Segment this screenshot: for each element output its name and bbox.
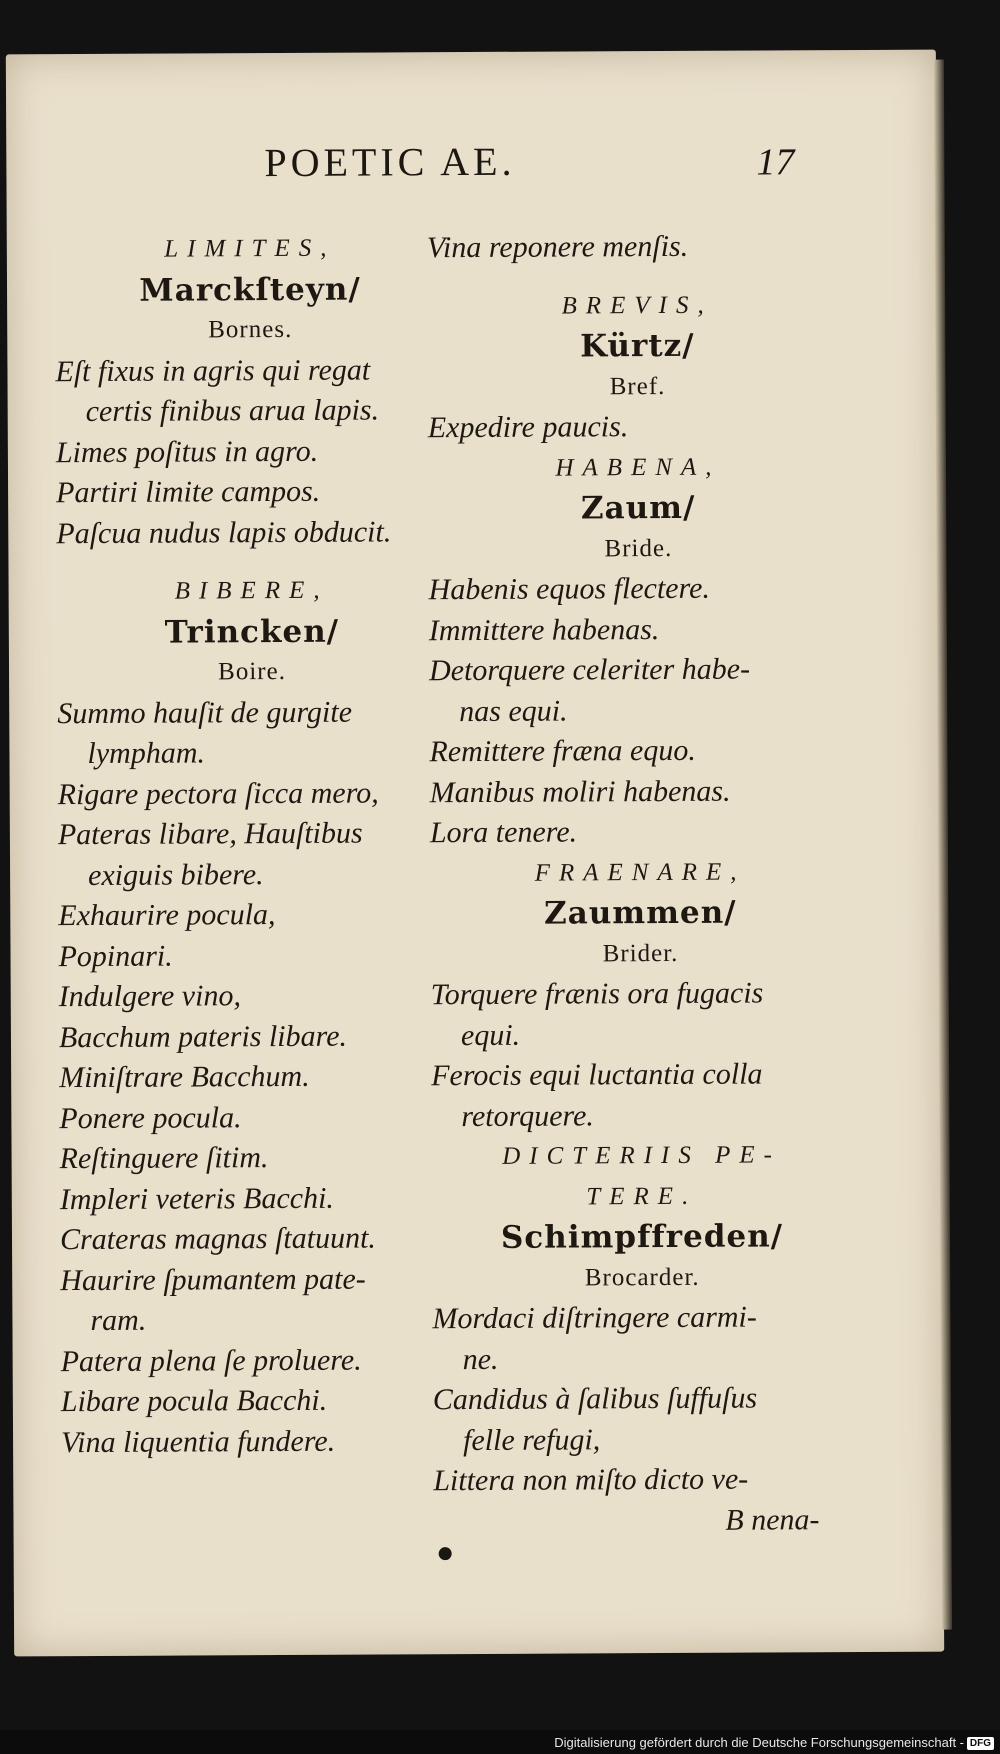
latin-phrase: Habenis equos flectere. <box>428 571 711 607</box>
latin-phrase: Impleri veteris Bacchi. <box>59 1181 334 1216</box>
latin-phrase: Reſtinguere ſitim. <box>59 1141 269 1176</box>
latin-phrase: Indulgere vino, <box>58 979 242 1014</box>
latin-phrase: Immittere habenas. <box>428 612 660 647</box>
latin-phrase: Ferocis equi luctantia colla <box>431 1057 763 1093</box>
right-column <box>427 226 854 1542</box>
latin-phrase: lympham. <box>87 736 206 771</box>
latin-phrase: Exhaurire pocula, <box>58 898 276 933</box>
latin-phrase: Libare pocula Bacchi. <box>60 1383 328 1419</box>
latin-phrase: Summo hauſit de gurgite <box>57 695 353 730</box>
latin-phrase: Popinari. <box>58 939 173 973</box>
latin-phrase: Crateras magnas ſtatuunt. <box>59 1221 376 1257</box>
latin-phrase: Limes poſitus in agro. <box>55 434 319 469</box>
latin-phrase: ram. <box>90 1303 147 1338</box>
latin-phrase: felle refugi, <box>462 1422 601 1457</box>
french-term: Brider. <box>602 939 679 967</box>
dfg-logo: DFG <box>967 1737 994 1750</box>
latin-phrase: exiguis bibere. <box>88 857 264 892</box>
latin-phrase: Ponere pocula. <box>59 1100 242 1135</box>
left-column <box>55 228 451 1463</box>
latin-phrase: Torquere frænis ora fugacis <box>430 976 764 1012</box>
page-number: 17 <box>756 141 795 184</box>
latin-phrase: Remittere fræna equo. <box>429 733 696 769</box>
french-term: Boire. <box>218 657 287 686</box>
digitization-footer <box>0 1730 1000 1754</box>
latin-phrase: Mordaci diſtringere carmi- <box>432 1300 757 1336</box>
latin-phrase: Miniſtrare Bacchum. <box>59 1059 310 1095</box>
latin-phrase: retorquere. <box>461 1098 594 1133</box>
latin-phrase: ne. <box>462 1342 499 1376</box>
entry-heading: TERE. <box>586 1182 698 1210</box>
page-edge <box>934 60 952 1630</box>
page-header <box>6 136 936 201</box>
latin-phrase: Expedire paucis. <box>427 410 629 445</box>
entry-heading: DICTERIIS PE- <box>502 1141 782 1170</box>
latin-phrase: certis finibus arua lapis. <box>85 393 380 429</box>
latin-phrase: Detorquere celeriter habe- <box>428 652 751 688</box>
latin-phrase: Patera plena ſe proluere. <box>60 1343 362 1378</box>
ornament-dot <box>439 1547 452 1560</box>
latin-phrase: Vina liquentia fundere. <box>60 1424 336 1459</box>
german-term: Schimpffreden/ <box>500 1218 784 1256</box>
entry-heading: LIMITES, <box>164 234 336 263</box>
german-term: Kürtz/ <box>580 327 695 365</box>
german-term: Zaum/ <box>580 489 696 527</box>
entry-heading: FRAENARE, <box>534 858 746 887</box>
latin-phrase: Partiri limite campos. <box>56 474 321 510</box>
latin-phrase: Haurire ſpumantem pate- <box>60 1262 366 1297</box>
latin-phrase: Candidus à ſalibus ſuffuſus <box>432 1381 758 1417</box>
latin-phrase: B nena- <box>725 1502 820 1537</box>
running-head: POETIC AE. <box>264 138 516 186</box>
latin-phrase: Eſt fixus in agris qui regat <box>55 353 371 388</box>
french-term: Brocarder. <box>584 1263 700 1291</box>
french-term: Bornes. <box>208 315 293 344</box>
latin-phrase: Lora tenere. <box>429 815 578 850</box>
latin-phrase: Bacchum pateris libare. <box>58 1019 348 1054</box>
latin-phrase: Vina reponere menſis. <box>426 229 689 265</box>
german-term: Marckſteyn/ <box>139 271 361 309</box>
latin-phrase: Manibus moliri habenas. <box>429 774 731 809</box>
french-term: Bride. <box>604 534 673 562</box>
latin-phrase: equi. <box>460 1018 521 1052</box>
book-page <box>6 50 944 1657</box>
spacer <box>427 267 847 287</box>
german-term: Zaummen/ <box>543 894 737 932</box>
entry-heading: HABENA, <box>555 453 721 482</box>
german-term: Trincken/ <box>164 613 340 651</box>
latin-phrase: Littera non miſto dicto ve- <box>433 1462 749 1498</box>
entry-heading: BREVIS, <box>561 291 713 320</box>
spacer <box>56 552 446 572</box>
entry-heading: BIBERE, <box>174 576 329 605</box>
latin-phrase: Pateras libare, Hauſtibus <box>57 816 363 852</box>
french-term: Bref. <box>609 372 666 400</box>
latin-phrase: nas equi. <box>459 694 568 728</box>
latin-phrase: Rigare pectora ſicca mero, <box>57 776 379 811</box>
latin-phrase: Paſcua nudus lapis obducit. <box>56 514 392 550</box>
footer-credit: Digitalisierung gefördert durch die Deutsche Forschungsgemeinschaft - <box>554 1735 964 1750</box>
